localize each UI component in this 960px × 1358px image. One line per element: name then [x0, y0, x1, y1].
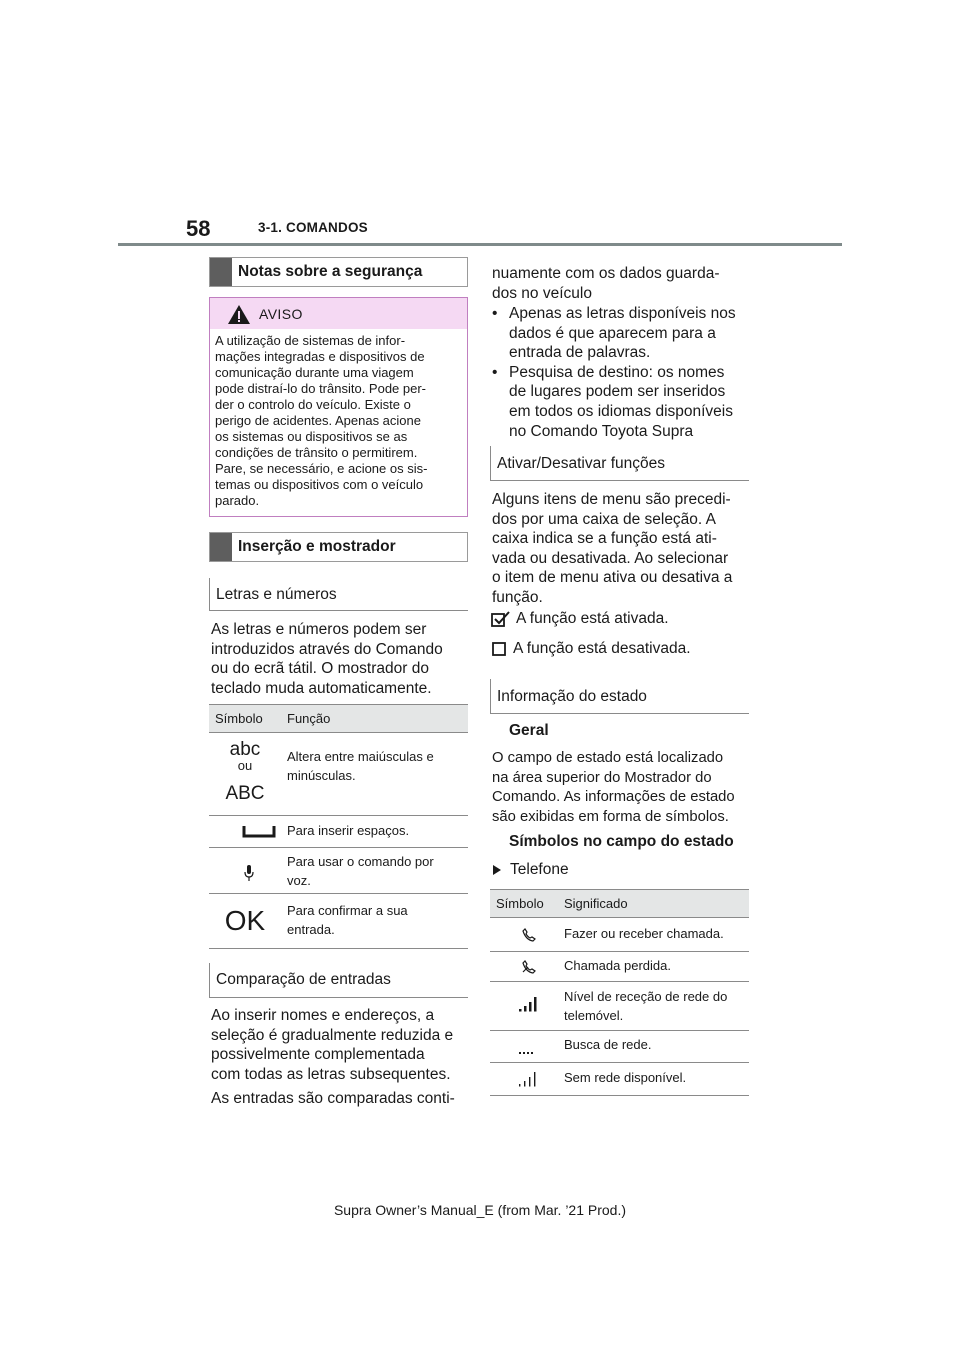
function-cell: Para inserir espaços.: [281, 816, 468, 848]
table-row: [490, 1031, 749, 1063]
warning-header: [210, 298, 467, 329]
activated-row: [491, 610, 669, 628]
deactivated-row: [492, 640, 691, 658]
missed-call-icon: [522, 960, 536, 974]
safety-heading-text: Notas sobre a segurança: [238, 263, 423, 280]
table-header-row: [209, 705, 468, 733]
column-header-function: Função: [281, 705, 468, 733]
table-row: [209, 848, 468, 894]
table-row: [209, 894, 468, 949]
activate-paragraph: Alguns itens de menu são precedi- dos por uma caixa de seleção. A caixa indica se a função está ati- vada ou desativada. Ao selecionar o item de menu ativa ou desativa a função.: [492, 491, 733, 606]
symbol-cell: [490, 952, 558, 982]
meaning-cell: Busca de rede.: [558, 1031, 749, 1063]
general-paragraph: O campo de estado está localizado na área superior do Mostrador do Comando. As informações de estado são exibidas em forma de símbolos.: [492, 750, 735, 825]
activate-subheading: [490, 446, 749, 481]
heading-bar: [210, 258, 232, 286]
telephone-heading-text: Telefone: [510, 861, 569, 878]
checked-box-icon: [491, 610, 511, 628]
activate-subheading-text: Ativar/Desativar funções: [497, 455, 665, 472]
list-item-text: Apenas as letras disponíveis nos dados é que aparecem para a entrada de palavras.: [509, 305, 736, 362]
unchecked-box-icon: [492, 641, 508, 657]
column-header-symbol: Símbolo: [209, 705, 281, 733]
phone-icon: [522, 928, 536, 942]
lowercase-abc-symbol: abc: [229, 739, 261, 760]
symbol-cell: [490, 1063, 558, 1096]
compare-subheading-text: Comparação de entradas: [216, 971, 391, 988]
no-network-icon: [518, 1071, 540, 1087]
letters-paragraph: As letras e números podem ser introduzidos através do Comando ou do ecrã tátil. O mostrador do teclado muda automaticamente.: [211, 621, 443, 697]
table-row: [209, 733, 468, 816]
symbol-cell: [209, 733, 281, 816]
list-item: • Pesquisa de destino: os nomes de lugares podem ser inseridos em todos os idiomas disponíveis no Comando Toyota Supra: [492, 363, 734, 440]
table-row: [490, 918, 749, 952]
or-text: ou: [237, 758, 253, 773]
warning-title: AVISO: [259, 306, 303, 322]
page-footer: Supra Owner’s Manual_E (from Mar. ’21 Prod.): [333, 1202, 627, 1218]
column-header-meaning: Significado: [558, 890, 749, 918]
symbol-cell: [209, 848, 281, 894]
column-header-symbol: Símbolo: [490, 890, 558, 918]
section-title: 3-1. COMANDOS: [258, 220, 368, 235]
compare-subheading: [209, 963, 468, 998]
ok-symbol: OK: [224, 905, 266, 936]
meaning-cell: Nível de receção de rede do telemóvel.: [558, 982, 749, 1031]
warning-triangle-icon: [227, 304, 251, 325]
function-cell: Para confirmar a sua entrada.: [281, 894, 468, 949]
space-icon: [241, 824, 277, 840]
heading-bar: [210, 533, 232, 561]
letters-subheading-text: Letras e números: [216, 586, 337, 603]
symbol-cell: [490, 1031, 558, 1063]
compare-paragraph-2: As entradas são comparadas conti-: [211, 1090, 455, 1107]
table-row: [490, 982, 749, 1031]
symbol-cell: [490, 982, 558, 1031]
compare-paragraph-1: Ao inserir nomes e endereços, a seleção é gradualmente reduzida e possivelmente complementada com todas as letras subsequentes.: [211, 1007, 454, 1083]
warning-text: A utilização de sistemas de infor- mações integradas e dispositivos de comunicação durante uma viagem pode distraí-lo do trânsito. Pode per- der o controlo do veículo. Existe o perigo de acidentes. Apenas acione os sistemas ou dispositivos se as condições de trânsito o permitirem. Pare, se necessário, e acione os sis- temas ou dispositivos com o veículo parado.: [215, 333, 428, 508]
table-row: [490, 952, 749, 982]
input-heading: [209, 532, 468, 562]
network-search-icon: [518, 1049, 536, 1055]
meaning-cell: Fazer ou receber chamada.: [558, 918, 749, 952]
warning-box: [209, 297, 468, 517]
meaning-cell: Chamada perdida.: [558, 952, 749, 982]
function-cell: Para usar o comando por voz.: [281, 848, 468, 894]
deactivated-text: A função está desativada.: [513, 640, 691, 657]
symbol-cell: [209, 894, 281, 949]
table-row: [209, 816, 468, 848]
list-item: • Apenas as letras disponíveis nos dados é que aparecem para a entrada de palavras.: [492, 305, 736, 362]
telephone-heading: [492, 861, 569, 879]
continued-paragraph: nuamente com os dados guarda- dos no veículo: [492, 265, 720, 302]
symbol-cell: [209, 816, 281, 848]
status-subheading-text: Informação do estado: [497, 688, 647, 705]
general-heading: Geral: [509, 722, 549, 739]
safety-heading: [209, 257, 468, 287]
meaning-cell: Sem rede disponível.: [558, 1063, 749, 1096]
signal-strength-icon: [518, 996, 540, 1012]
function-cell: Altera entre maiúsculas e minúsculas.: [281, 733, 468, 816]
table-row: [490, 1063, 749, 1096]
symbol-cell: [490, 918, 558, 952]
header-rule: [118, 243, 842, 246]
status-subheading: [490, 679, 749, 714]
list-item-text: Pesquisa de destino: os nomes de lugares podem ser inseridos em todos os idiomas disponíveis no Comando Toyota Supra: [509, 363, 734, 440]
symbols-heading: Símbolos no campo do estado: [509, 833, 734, 850]
triangle-arrow-icon: [492, 864, 502, 876]
status-symbol-table: [490, 889, 749, 1096]
input-symbol-table: [209, 704, 468, 949]
input-heading-text: Inserção e mostrador: [238, 538, 396, 555]
bullet-list: [492, 304, 754, 441]
microphone-icon: [242, 864, 256, 882]
table-header-row: [490, 890, 749, 918]
page-number: 58: [186, 216, 211, 241]
letters-subheading: [209, 578, 468, 611]
uppercase-abc-symbol: ABC: [225, 783, 265, 804]
activated-text: A função está ativada.: [516, 610, 669, 627]
